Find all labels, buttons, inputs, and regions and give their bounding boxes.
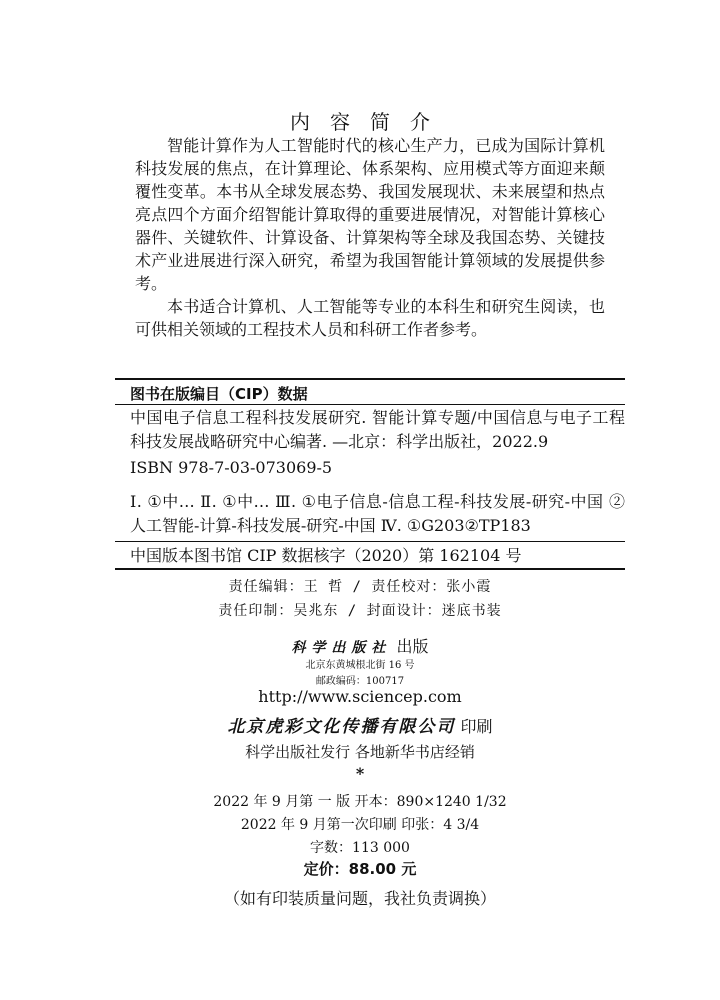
credits-production: 责任印制：吴兆东 / 封面设计：迷底书装: [218, 603, 502, 619]
cip-record: 中国版本图书馆 CIP 数据核字（2020）第 162104 号: [130, 546, 522, 565]
cip-block: [115, 378, 625, 578]
quality-note: （如有印装质量问题，我社负责调换）: [223, 889, 496, 908]
edition-price: 定价：88.00 元: [303, 860, 417, 878]
credits-editors: 责任编辑：王 哲 / 责任校对：张小霞: [228, 579, 492, 595]
edition-line-2: 2022 年 9 月第一次印刷 印张：4 3/4: [240, 817, 480, 833]
cip-isbn: ISBN 978-7-03-073069-5: [130, 458, 333, 477]
printer-line: [0, 712, 720, 737]
cip-top-rule: [115, 378, 625, 380]
publisher-suffix: 出版: [396, 637, 429, 656]
summary-paragraph-1: 智能计算作为人工智能时代的核心生产力，已成为国际计算机科技发展的焦点，在计算理论、体系架构、应用模式等方面迎来颠覆性变革。本书从全球发展态势、我国发展现状、未来展望和热点亮点四个方面介绍智能计算取得的重要进展情况，对智能计算核心器件、关键软件、计算设备、计算架构等全球及我国态势、关键技术产业进展进行深入研究，希望为我国智能计算领域的发展提供参考。: [135, 136, 605, 293]
cip-record-rule: [115, 541, 625, 542]
publisher-seal: 科学出版社: [291, 640, 392, 656]
cip-bottom-rule: [115, 568, 625, 570]
publisher-line: [0, 634, 720, 657]
cip-bibliographic: 中国电子信息工程科技发展研究. 智能计算专题/中国信息与电子工程科技发展战略研究中心编著. —北京：科学出版社，2022.9: [130, 408, 625, 451]
printer-seal: 北京虎彩文化传播有限公司: [227, 717, 456, 737]
distribution: 科学出版社发行 各地新华书店经销: [245, 743, 475, 761]
publisher-postal: 邮政编码：100717: [315, 676, 405, 687]
summary-title: 内容简介: [290, 110, 450, 134]
publisher-url: http://www.sciencep.com: [258, 687, 462, 706]
printer-suffix: 印刷: [460, 717, 493, 736]
publisher-address: 北京东黄城根北街 16 号: [305, 660, 415, 671]
summary-paragraph-2: 本书适合计算机、人工智能等专业的本科生和研究生阅读，也可供相关领域的工程技术人员和科研工作者参考。: [135, 297, 605, 339]
summary-body: [135, 134, 605, 341]
cip-heading-rule: [115, 404, 625, 405]
edition-line-1: 2022 年 9 月第 一 版 开本：890×1240 1/32: [213, 794, 507, 810]
cip-heading: 图书在版编目（CIP）数据: [130, 385, 308, 403]
star-separator: *: [355, 764, 365, 783]
cip-classification: Ⅰ. ①中… Ⅱ. ①中… Ⅲ. ①电子信息-信息工程-科技发展-研究-中国 ②人工智能-计算-科技发展-研究-中国 Ⅳ. ①G203②TP183: [130, 492, 625, 535]
edition-words: 字数：113 000: [310, 840, 410, 856]
